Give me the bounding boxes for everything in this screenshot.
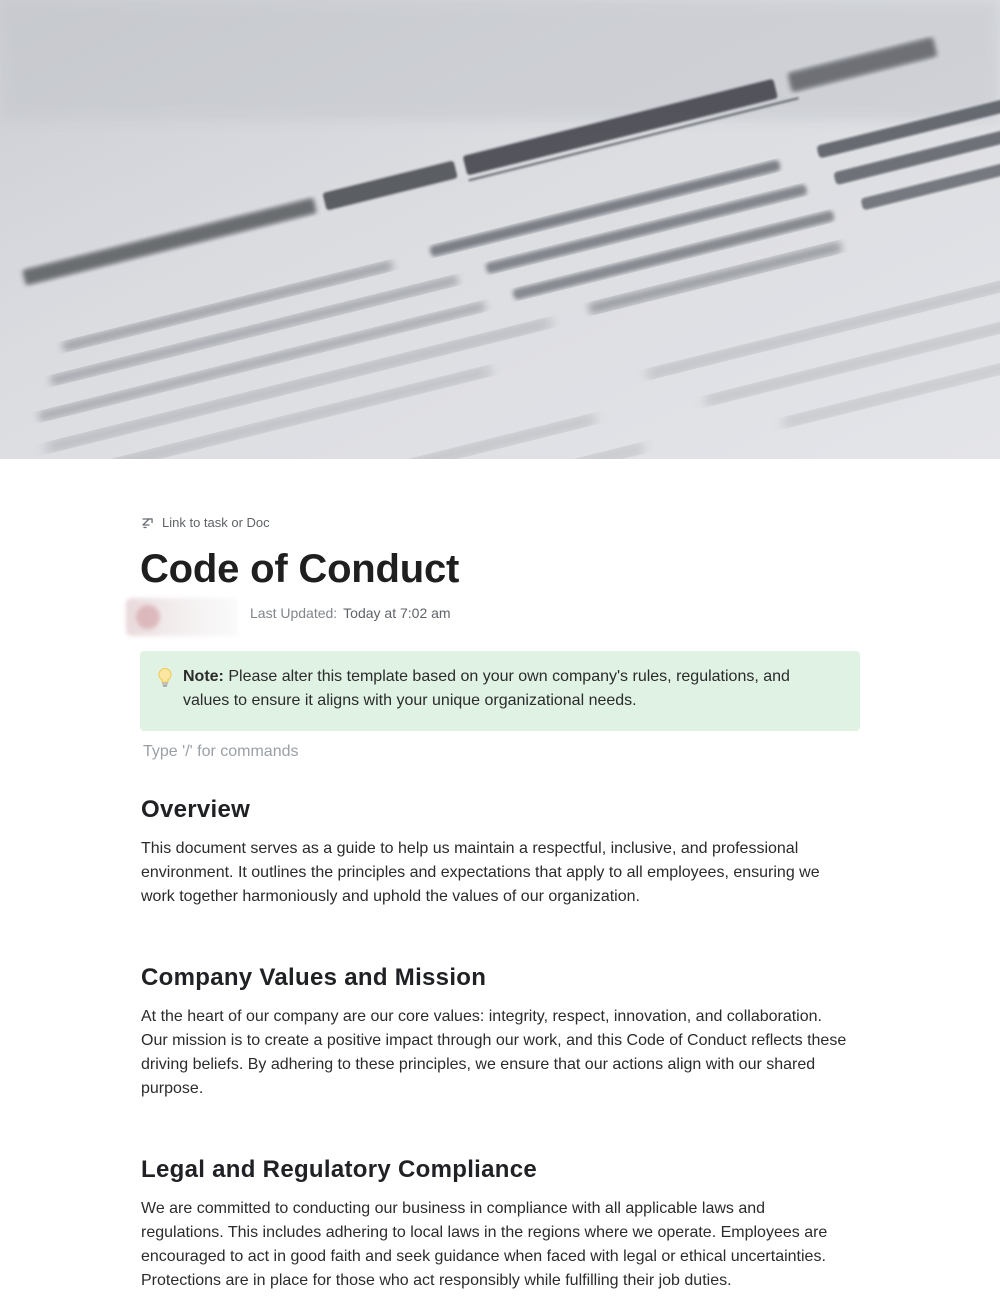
- section-body[interactable]: At the heart of our company are our core values: integrity, respect, innovation, and collaboration. Our mission is to create a positive impact through our work, and this Code of Conduct reflects these driving beliefs. By adhering to these principles, we ensure that our actions align with our shared purpose.: [141, 1008, 847, 1097]
- avatar[interactable]: [126, 598, 238, 636]
- last-updated: [250, 605, 451, 621]
- section-overview: [141, 795, 851, 909]
- last-updated-value: Today at 7:02 am: [343, 605, 451, 621]
- page-title[interactable]: Code of Conduct: [140, 547, 460, 591]
- section-legal-compliance: [141, 1155, 851, 1293]
- note-callout[interactable]: [140, 651, 860, 731]
- link-to-task-button[interactable]: [140, 514, 270, 530]
- section-heading[interactable]: Company Values and Mission: [141, 964, 487, 991]
- link-icon: [140, 514, 156, 530]
- cover-image[interactable]: [0, 0, 1000, 459]
- note-text: Please alter this template based on your own company's rules, regulations, and values to ensure it aligns with your unique organizational needs.: [183, 668, 790, 709]
- section-body[interactable]: This document serves as a guide to help us maintain a respectful, inclusive, and professional environment. It outlines the principles and expectations that apply to all employees, ensuring we work together harmoniously and uphold the values of our organization.: [141, 840, 820, 905]
- section-heading[interactable]: Overview: [141, 796, 251, 823]
- lightbulb-icon: [156, 667, 174, 689]
- last-updated-label: Last Updated:: [250, 605, 338, 621]
- section-values-mission: [141, 963, 851, 1101]
- note-label: Note:: [183, 668, 224, 685]
- section-heading[interactable]: Legal and Regulatory Compliance: [141, 1156, 538, 1183]
- command-input[interactable]: Type '/' for commands: [143, 743, 299, 760]
- link-to-task-label: Link to task or Doc: [162, 514, 270, 530]
- section-body[interactable]: We are committed to conducting our business in compliance with all applicable laws and regulations. This includes adhering to local laws in the regions where we operate. Employees are encouraged to act in good faith and seek guidance when faced with legal or ethical uncertainties. Protections are in place for those who act responsibly while fulfilling their job duties.: [141, 1200, 828, 1289]
